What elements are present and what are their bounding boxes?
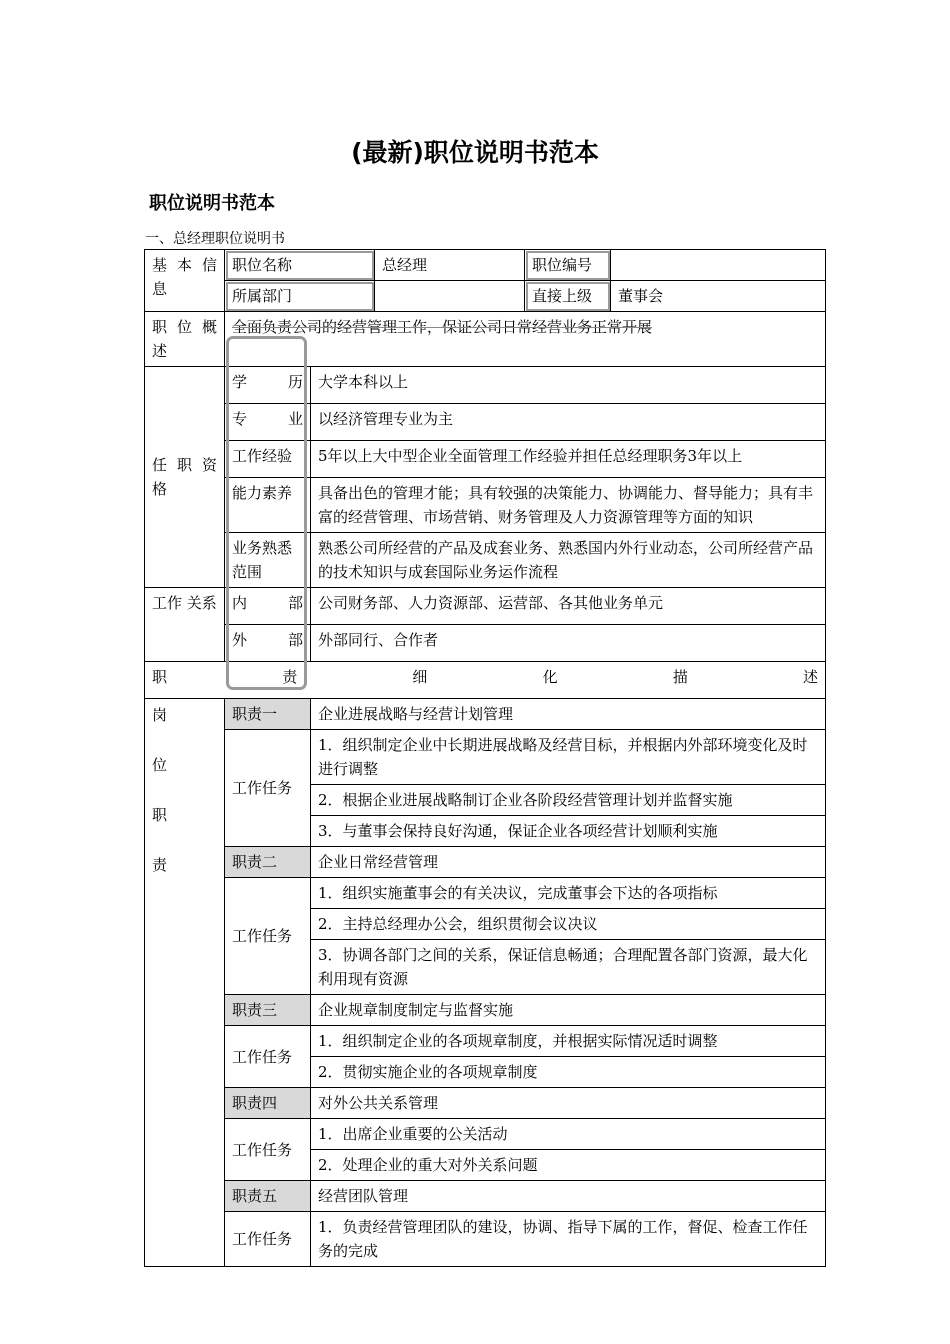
task-row (145, 730, 826, 785)
qualification-item-value: 以经济管理专业为主 (311, 404, 826, 441)
overview-text: 全面负责公司的经营管理工作，保证公司日常经营业务正常开展 (225, 312, 826, 367)
task-row (145, 1212, 826, 1267)
task-row (145, 878, 826, 909)
duty-row (145, 1181, 826, 1212)
duty-title: 经营团队管理 (311, 1181, 826, 1212)
overview-row (145, 312, 826, 367)
duties-table (144, 698, 826, 1267)
relations-row (145, 588, 826, 625)
internal-relations-value: 公司财务部、人力资源部、运营部、各其他业务单元 (311, 588, 826, 625)
task-label: 工作任务 (225, 1119, 311, 1181)
job-description-table (144, 249, 826, 699)
duty-name: 职责五 (225, 1181, 311, 1212)
department-value (375, 281, 525, 312)
duties-label-char: 责 (152, 856, 168, 874)
task-label: 工作任务 (225, 878, 311, 995)
duty-detail-header: 职 责 细 化 描 述 (145, 662, 826, 699)
section-heading: 一、总经理职位说明书 (145, 231, 285, 247)
position-name-value: 总经理 (375, 250, 525, 281)
duty-name: 职责一 (225, 699, 311, 730)
task-text: 1．出席企业重要的公关活动 (311, 1119, 826, 1150)
duties-label-char: 岗 (152, 706, 168, 724)
qualification-item-label: 业务熟悉范围 (225, 533, 311, 588)
duty-row (145, 995, 826, 1026)
basic-info-row-1 (145, 250, 826, 281)
qualification-item-label: 专 业 (225, 404, 311, 441)
qualification-row (145, 478, 826, 533)
qualification-item-label: 学 历 (225, 367, 311, 404)
qualification-label: 任 职 资 格 (145, 367, 225, 588)
superior-value: 董事会 (611, 281, 826, 312)
duty-name: 职责二 (225, 847, 311, 878)
qualification-row (145, 441, 826, 478)
task-label: 工作任务 (225, 1212, 311, 1267)
duty-title: 企业日常经营管理 (311, 847, 826, 878)
duty-title: 企业规章制度制定与监督实施 (311, 995, 826, 1026)
task-text: 2．处理企业的重大对外关系问题 (311, 1150, 826, 1181)
task-label: 工作任务 (225, 730, 311, 847)
qualification-item-value: 大学本科以上 (311, 367, 826, 404)
task-text: 3．协调各部门之间的关系，保证信息畅通；合理配置各部门资源，最大化利用现有资源 (311, 940, 826, 995)
duties-label (145, 699, 225, 1267)
duties-label-char: 职 (152, 806, 168, 824)
qualification-item-label: 工作经验 (225, 441, 311, 478)
duty-name: 职责三 (225, 995, 311, 1026)
document-title: (最新)职位说明书范本 (351, 138, 599, 167)
task-text: 2．贯彻实施企业的各项规章制度 (311, 1057, 826, 1088)
external-relations-value: 外部同行、合作者 (311, 625, 826, 662)
position-code-value (611, 250, 826, 281)
internal-relations-label: 内 部 (225, 588, 311, 625)
qualification-item-label: 能力素养 (225, 478, 311, 533)
task-label: 工作任务 (225, 1026, 311, 1088)
qualification-item-value: 5年以上大中型企业全面管理工作经验并担任总经理职务3年以上 (311, 441, 826, 478)
duty-name: 职责四 (225, 1088, 311, 1119)
task-text: 1．负责经营管理团队的建设，协调、指导下属的工作，督促、检查工作任务的完成 (311, 1212, 826, 1267)
basic-info-row-2 (145, 281, 826, 312)
task-row (145, 1026, 826, 1057)
relations-label: 工作 关系 (145, 588, 225, 662)
department-label: 所属部门 (225, 281, 375, 312)
external-relations-label: 外 部 (225, 625, 311, 662)
task-text: 1．组织制定企业中长期进展战略及经营目标，并根据内外部环境变化及时进行调整 (311, 730, 826, 785)
duty-title: 企业进展战略与经营计划管理 (311, 699, 826, 730)
position-name-label: 职位名称 (225, 250, 375, 281)
qualification-row (145, 404, 826, 441)
document-subtitle: 职位说明书范本 (149, 193, 275, 214)
qualification-row (145, 367, 826, 404)
qualification-item-value: 熟悉公司所经营的产品及成套业务、熟悉国内外行业动态，公司所经营产品的技术知识与成套国际业务运作流程 (311, 533, 826, 588)
relations-row (145, 625, 826, 662)
duty-row (145, 1088, 826, 1119)
duty-row (145, 699, 826, 730)
duty-row (145, 847, 826, 878)
qualification-item-value: 具备出色的管理才能；具有较强的决策能力、协调能力、督导能力；具有丰富的经营管理、市场营销、财务管理及人力资源管理等方面的知识 (311, 478, 826, 533)
task-text: 3．与董事会保持良好沟通，保证企业各项经营计划顺利实施 (311, 816, 826, 847)
superior-label: 直接上级 (525, 281, 611, 312)
task-text: 1．组织制定企业的各项规章制度，并根据实际情况适时调整 (311, 1026, 826, 1057)
task-row (145, 1119, 826, 1150)
qualification-row (145, 533, 826, 588)
task-text: 2．主持总经理办公会，组织贯彻会议决议 (311, 909, 826, 940)
duty-title: 对外公共关系管理 (311, 1088, 826, 1119)
detail-header-row (145, 662, 826, 699)
task-text: 2．根据企业进展战略制订企业各阶段经营管理计划并监督实施 (311, 785, 826, 816)
task-text: 1．组织实施董事会的有关决议，完成董事会下达的各项指标 (311, 878, 826, 909)
duties-label-char: 位 (152, 756, 168, 774)
position-code-label: 职位编号 (525, 250, 611, 281)
overview-label: 职 位 概 述 (145, 312, 225, 367)
basic-info-label: 基 本 信 息 (145, 250, 225, 312)
